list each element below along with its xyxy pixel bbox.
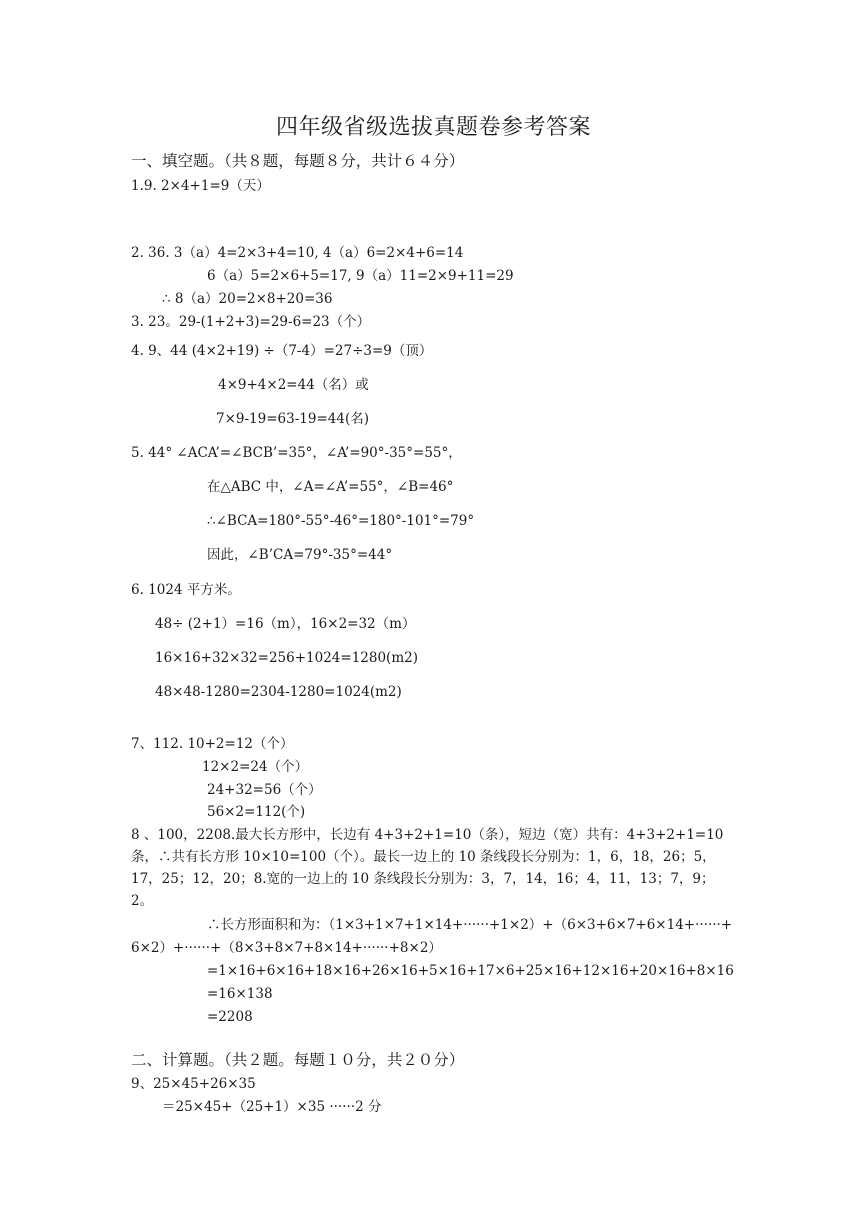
answer-line: 8 、100，2208.最大长方形中，长边有 4+3+2+1=10（条），短边（宽）共有：4+3+2+1=10 — [131, 827, 724, 843]
answer-line: 48÷ (2+1）=16（m），16×2=32（m） — [155, 616, 416, 632]
section-heading: 二、计算题。（共２题。每题１０分，共２０分） — [131, 1051, 465, 1069]
section-heading: 一、填空题。（共８题，每题８分，共计６４分） — [131, 152, 465, 170]
answer-line: 4. 9、44 (4×2+19) ÷（7-4）=27÷3=9（顶） — [131, 343, 433, 359]
answer-line: 48×48-1280=2304-1280=1024(m2) — [155, 684, 402, 700]
answer-line: =1×16+6×16+18×16+26×16+5×16+17×6+25×16+12×16+20×16+8×16 — [207, 963, 734, 979]
answer-line: 16×16+32×32=256+1024=1280(m2) — [155, 650, 418, 666]
answer-line: 1.9. 2×4+1=9（天） — [131, 178, 270, 194]
answer-line: 条，∴共有长方形 10×10=100（个）。最长一边上的 10 条线段长分别为：1，6，18，26；5， — [131, 849, 716, 865]
answer-line: 6（a）5=2×6+5=17, 9（a）11=2×9+11=29 — [207, 268, 514, 284]
answer-line: =2208 — [207, 1009, 253, 1025]
answer-line: 2. 36. 3（a）4=2×3+4=10, 4（a）6=2×4+6=14 — [131, 245, 464, 261]
answer-line: 6. 1024 平方米。 — [131, 582, 241, 598]
answer-line: 12×2=24（个） — [202, 759, 309, 775]
answer-line: 4×9+4×2=44（名）或 — [218, 377, 369, 393]
answer-line: 6×2）+······+（8×3+8×7+8×14+······+8×2） — [131, 940, 442, 956]
answer-line: 9、25×45+26×35 — [131, 1076, 256, 1092]
answer-line: 24+32=56（个） — [207, 782, 322, 798]
answer-line: ∴长方形面积和为：（1×3+1×7+1×14+······+1×2）+（6×3+6×7+6×14+······+ — [207, 917, 733, 933]
answer-line: ∴ 8（a）20=2×8+20=36 — [162, 291, 333, 307]
answer-line: ∴∠BCA=180°-55°-46°=180°-101°=79° — [207, 513, 475, 529]
answer-line: 7、112. 10+2=12（个） — [131, 736, 294, 752]
answer-line: 5. 44° ∠ACA’=∠BCB’=35°，∠A’=90°-35°=55°， — [131, 445, 462, 461]
answer-line: 2。 — [131, 893, 154, 909]
answer-line: 3. 23。29-(1+2+3)=29-6=23（个） — [131, 314, 371, 330]
answer-line: 7×9-19=63-19=44(名) — [216, 411, 369, 427]
answer-line: 因此，∠B’CA=79°-35°=44° — [207, 547, 393, 563]
page-title: 四年级省级选拔真题卷参考答案 — [275, 115, 591, 140]
answer-line: 17，25；12，20；8.宽的一边上的 10 条线段长分别为：3，7，14，16；4，11，13；7，9； — [131, 871, 715, 887]
answer-line: =16×138 — [207, 986, 273, 1002]
answer-line: ＝25×45+（25+1）×35 ······2 分 — [162, 1099, 382, 1115]
answer-line: 在△ABC 中，∠A=∠A’=55°，∠B=46° — [207, 479, 454, 495]
answer-line: 56×2=112(个) — [207, 804, 306, 820]
